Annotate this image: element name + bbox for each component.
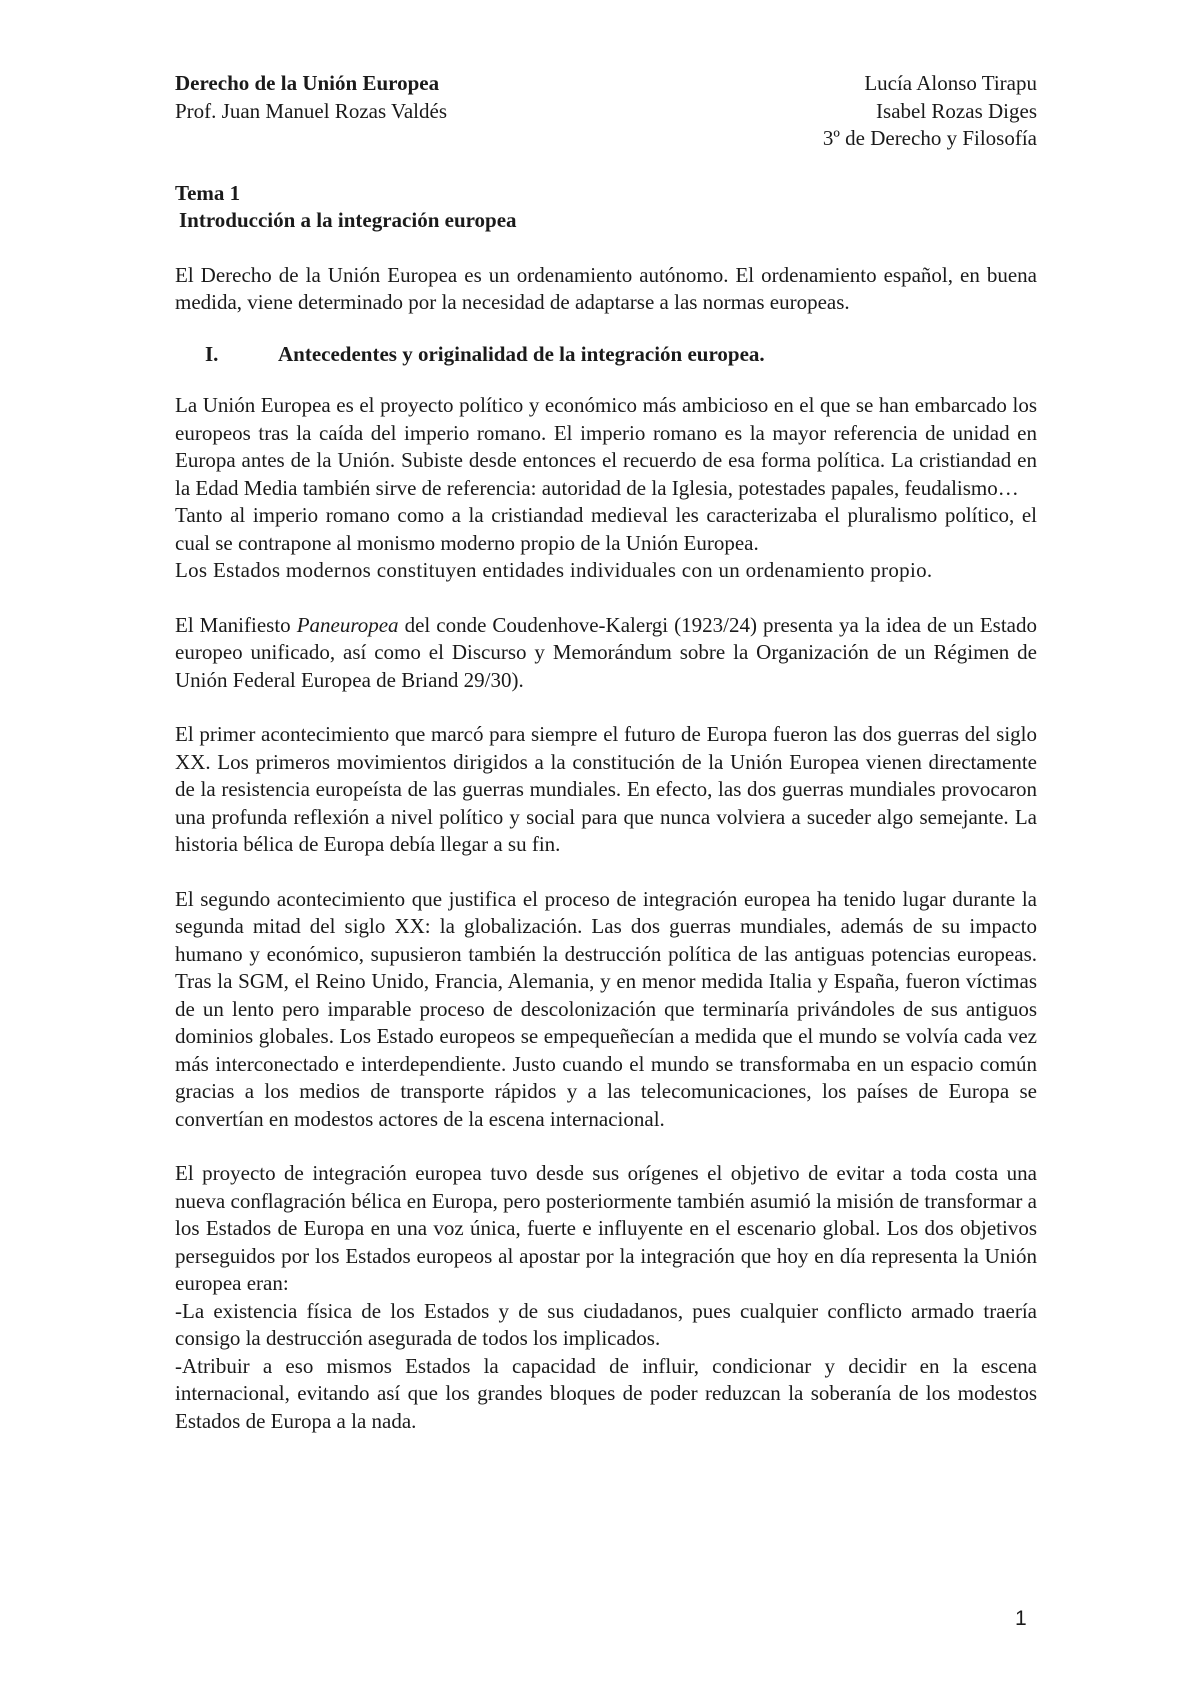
author-name: Lucía Alonso Tirapu <box>864 71 1037 95</box>
degree-label: 3º de Derecho y Filosofía <box>822 126 1037 150</box>
course-title: Derecho de la Unión Europea <box>175 71 440 95</box>
topic-number: Tema 1 <box>175 180 241 205</box>
header-right <box>823 70 1037 153</box>
author-name: Isabel Rozas Diges <box>876 98 1037 123</box>
document-header <box>175 70 1037 153</box>
header-left <box>175 70 447 153</box>
paragraph: Los Estados modernos constituyen entidades individuales con un ordenamiento propio. <box>175 558 933 582</box>
italic-term: Paneuropea <box>296 612 399 637</box>
page-number: 1 <box>1015 1607 1027 1630</box>
paragraph <box>175 612 1037 695</box>
paragraph: El segundo acontecimiento que justifica el proceso de integración europea ha tenido lugar durante la segunda mitad del siglo XX: la globalización. Las dos guerras mundiales, además de su impacto humano y económico, supusieron también la destrucción política de las antiguas potencias europeas. Tras la SGM, el Reino Unido, Francia, Alemania, y en menor medida Italia y España, fueron víctimas de un lento pero imparable proceso de descolonización que terminaría privándoles de sus antiguos dominios globales. Los Estado europeos se empequeñecían a medida que el mundo se volvía cada vez más interconectado e interdependiente. Justo cuando el mundo se transformaba en un espacio común gracias a los medios de transporte rápidos y a las telecomunicaciones, los países de Europa se convertían en modestos actores de la escena internacional. <box>175 886 1037 1131</box>
document-page <box>175 70 1037 1435</box>
paragraph: Tanto al imperio romano como a la cristiandad medieval les caracterizaba el pluralismo político, el cual se contrapone al monismo moderno propio de la Unión Europea. <box>175 503 1037 555</box>
paragraph-text: El Manifiesto <box>175 612 297 637</box>
professor-name: Prof. Juan Manuel Rozas Valdés <box>175 98 447 123</box>
paragraph-block <box>175 392 1037 585</box>
paragraph: El proyecto de integración europea tuvo desde sus orígenes el objetivo de evitar a toda costa una nueva conflagración bélica en Europa, pero posteriormente también asumió la misión de transformar a los Estados de Europa en una voz única, fuerte e influyente en el escenario global. Los dos objetivos perseguidos por los Estados europeos al apostar por la integración que hoy en día representa la Unión europea eran: <box>175 1161 1037 1295</box>
paragraph-text: del conde Coudenhove-Kalergi (1923/24) presenta ya la idea de un Estado europeo unificado, así como el Discurso y Memorándum sobre la Organización de un Régimen de Unión Federal Europea de Briand 29/30). <box>175 612 1037 692</box>
section-title: Antecedentes y originalidad de la integración europea. <box>278 341 765 366</box>
list-item: -La existencia física de los Estados y de sus ciudadanos, pues cualquier conflicto armado traería consigo la destrucción asegurada de todos los implicados. <box>175 1298 1037 1350</box>
topic-title: Introducción a la integración europea <box>179 208 517 232</box>
paragraph: La Unión Europea es el proyecto político y económico más ambicioso en el que se han embarcado los europeos tras la caída del imperio romano. El imperio romano es la mayor referencia de unidad en Europa antes de la Unión. Subiste desde entonces el recuerdo de esa forma política. La cristiandad en la Edad Media también sirve de referencia: autoridad de la Iglesia, potestades papales, feudalismo… <box>175 393 1037 500</box>
paragraph: El primer acontecimiento que marcó para siempre el futuro de Europa fueron las dos guerras del siglo XX. Los primeros movimientos dirigidos a la constitución de la Unión Europea vienen directamente de la resistencia europeísta de las guerras mundiales. En efecto, las dos guerras mundiales provocaron una profunda reflexión a nivel político y social para que nunca volviera a suceder algo semejante. La historia bélica de Europa debía llegar a su fin. <box>175 722 1037 856</box>
list-item: -Atribuir a eso mismos Estados la capacidad de influir, condicionar y decidir en la escena internacional, evitando así que los grandes bloques de poder reduzcan la soberanía de los modestos Estados de Europa a la nada. <box>175 1353 1037 1433</box>
topic-heading <box>175 180 1037 235</box>
paragraph-block <box>175 1160 1037 1435</box>
section-heading <box>175 341 1037 369</box>
section-number: I. <box>205 341 219 366</box>
intro-paragraph: El Derecho de la Unión Europea es un ordenamiento autónomo. El ordenamiento español, en buena medida, viene determinado por la necesidad de adaptarse a las normas europeas. <box>175 262 1037 314</box>
